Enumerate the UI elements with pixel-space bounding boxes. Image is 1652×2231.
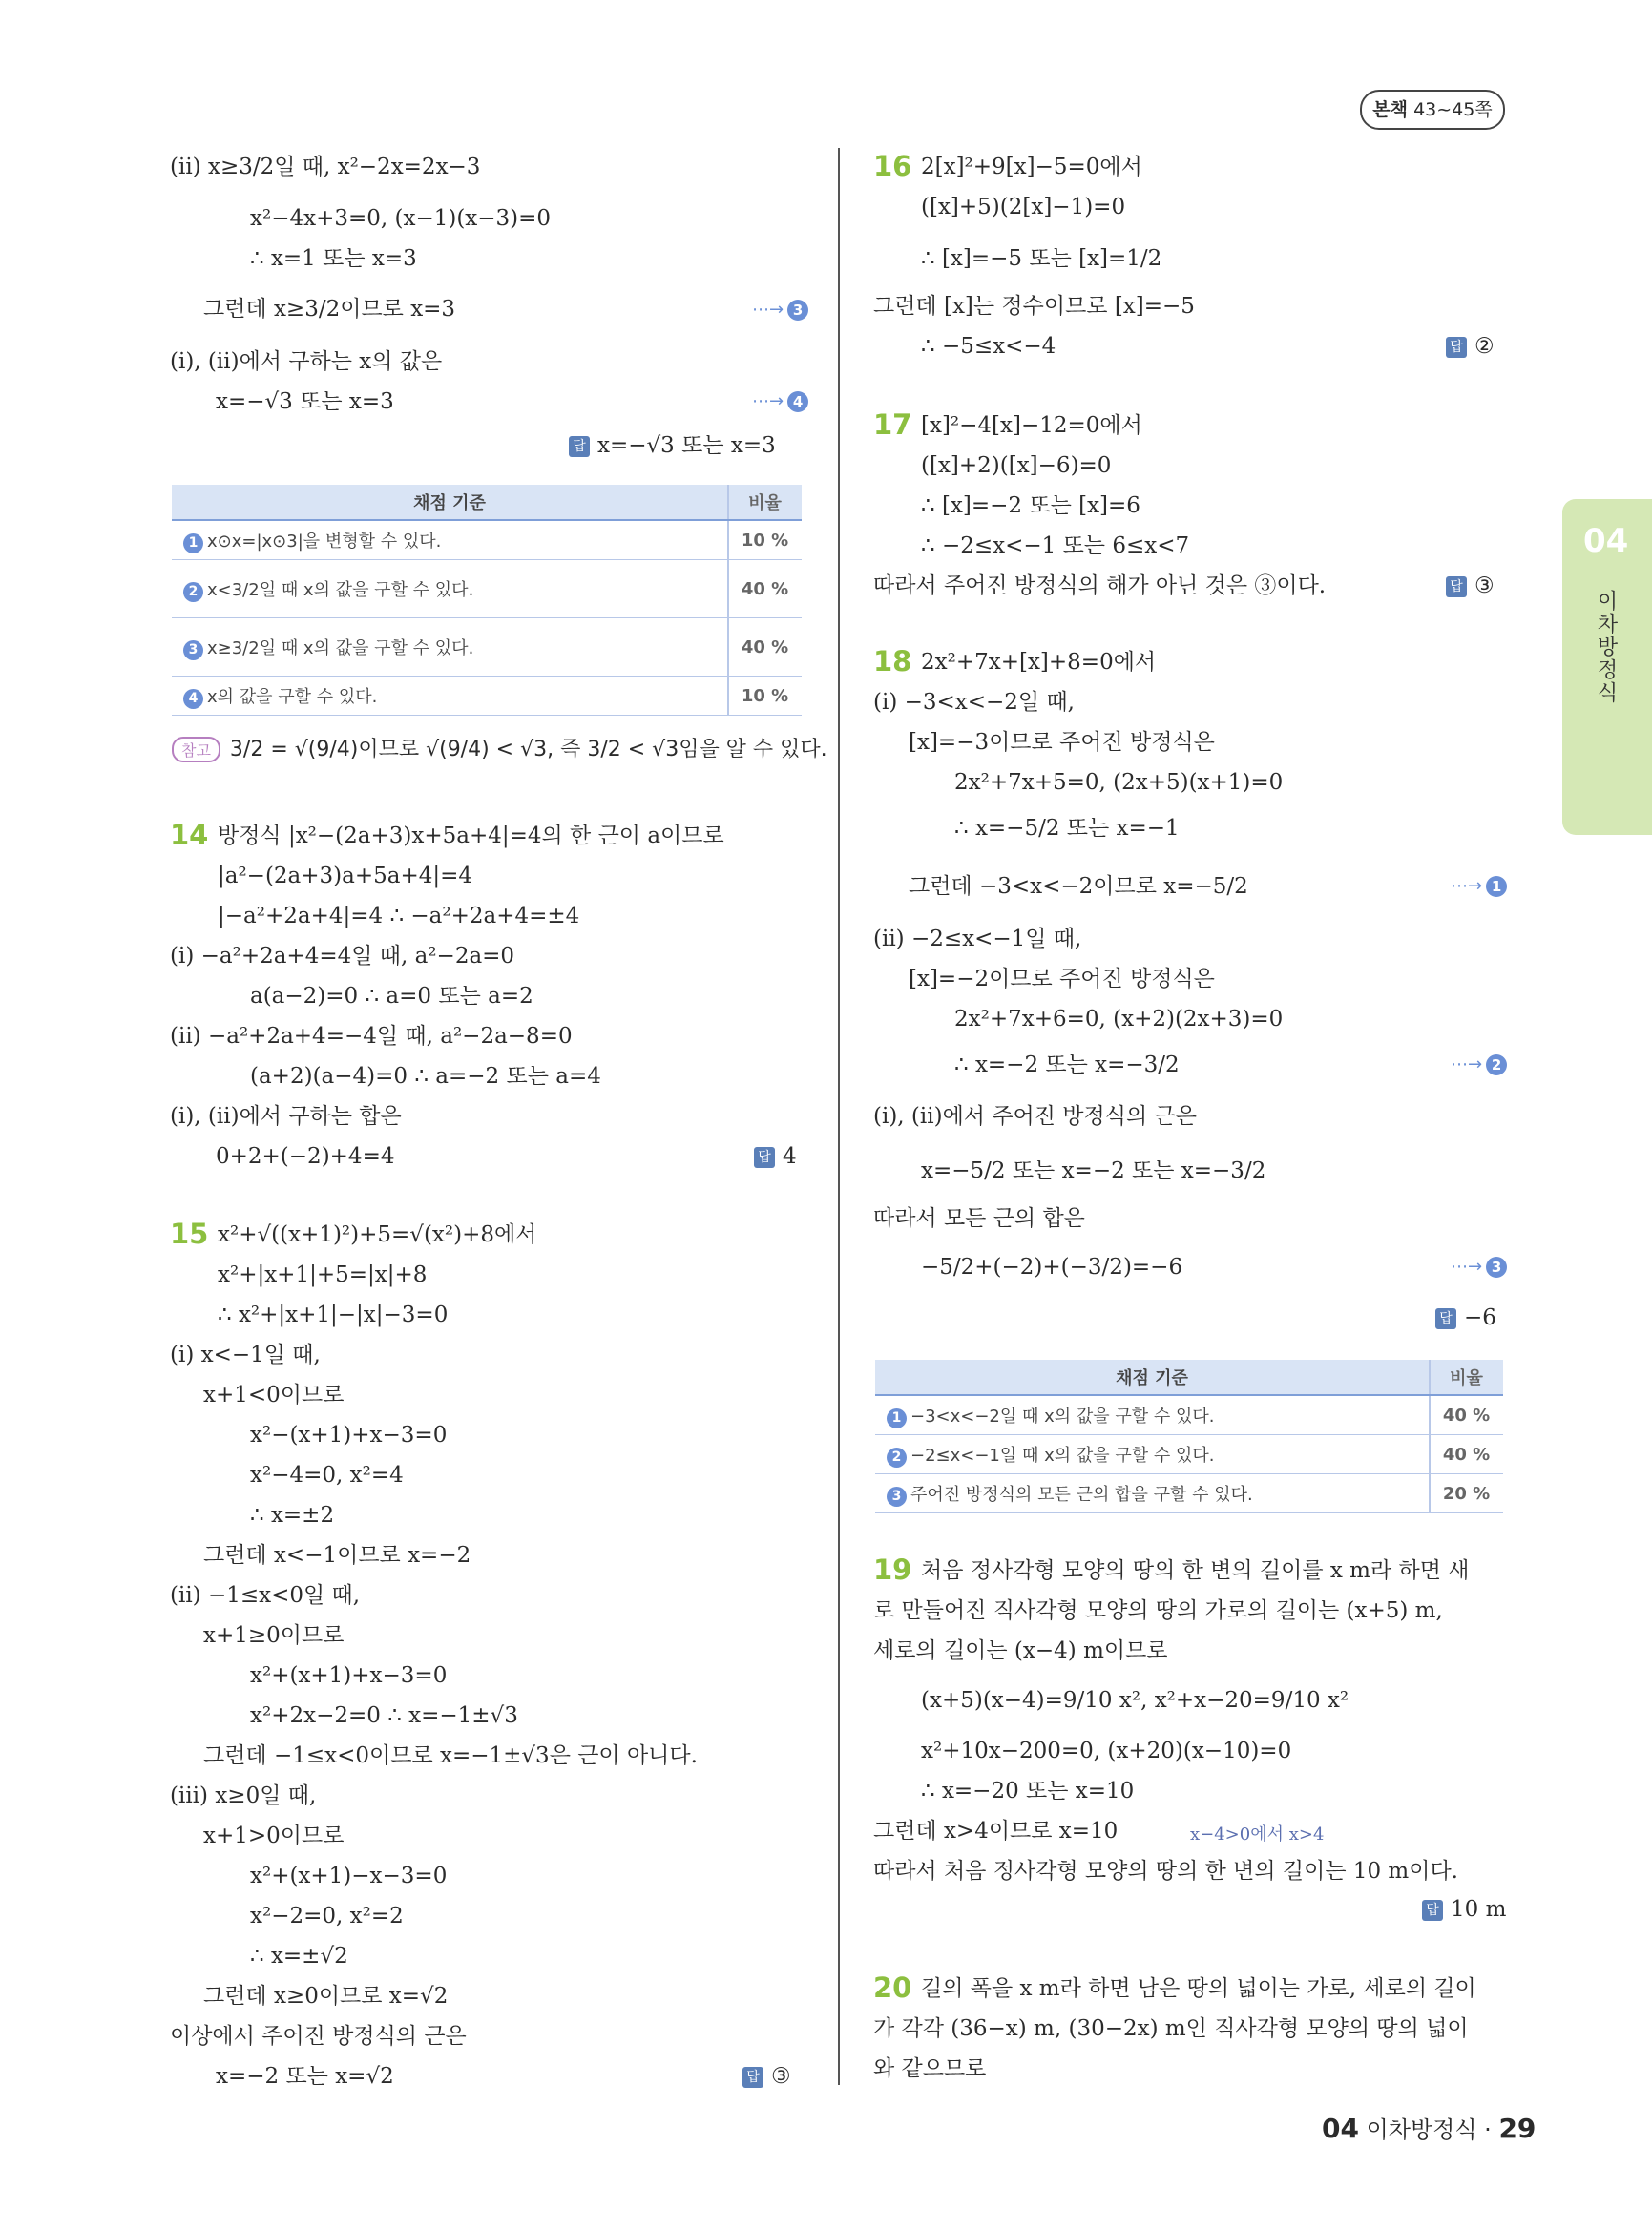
text-line: x+1>0이므로 xyxy=(203,1824,345,1848)
footer-title: 이차방정식 xyxy=(1366,2116,1477,2143)
table-header-criteria: 채점 기준 xyxy=(875,1360,1430,1395)
text-line: −5/2+(−2)+(−3/2)=−6 xyxy=(921,1255,1183,1280)
text-line: a(a−2)=0 ∴ a=0 또는 a=2 xyxy=(250,984,533,1009)
text-line: (ⅰ) x<−1일 때, xyxy=(170,1343,321,1367)
table-header-ratio: 비율 xyxy=(728,485,802,520)
text-line: (ⅰ), (ⅱ)에서 주어진 방정식의 근은 xyxy=(873,1104,1197,1129)
text-line: 2x²+7x+6=0, (x+2)(2x+3)=0 xyxy=(954,1007,1284,1032)
text-line: 그런데 x>4이므로 x=10 xyxy=(873,1819,1119,1844)
scoring-table-13 xyxy=(172,485,802,716)
step-marker: ⋯→ 4 xyxy=(752,391,808,412)
text-line: x²+√((x+1)²)+5=√(x²)+8에서 xyxy=(218,1222,537,1247)
text-line: (a+2)(a−4)=0 ∴ a=−2 또는 a=4 xyxy=(250,1064,601,1089)
text-line: x²+2x−2=0 ∴ x=−1±√3 xyxy=(250,1703,518,1728)
text-line: 2x²+7x+5=0, (2x+5)(x+1)=0 xyxy=(954,770,1284,795)
text-line: x=−√3 또는 x=3 xyxy=(216,389,394,414)
text-line: x=−2 또는 x=√2 xyxy=(216,2064,394,2089)
text-line: (ⅰ), (ⅱ)에서 구하는 합은 xyxy=(170,1104,402,1129)
text-line: ∴ x=1 또는 x=3 xyxy=(250,246,417,271)
text-line: 그런데 x≥0이므로 x=√2 xyxy=(203,1984,449,2009)
text-line: ∴ x=±2 xyxy=(250,1503,335,1528)
step-marker: ⋯→ 3 xyxy=(1451,1257,1507,1278)
text-line: (ⅰ), (ⅱ)에서 구하는 x의 값은 xyxy=(170,349,443,374)
column-divider xyxy=(838,148,840,2085)
table-row: 2 x<3/2일 때 x의 값을 구할 수 있다. 40 % xyxy=(172,560,802,618)
text-line: ∴ x=−20 또는 x=10 xyxy=(921,1779,1135,1804)
problem-number: 16 xyxy=(873,150,912,182)
answer-14: 답 4 xyxy=(754,1144,797,1169)
badge-pages: 43~45쪽 xyxy=(1413,99,1493,120)
step-marker: ⋯→ 1 xyxy=(1451,876,1507,897)
side-tab-chapter-number: 04 xyxy=(1583,522,1629,560)
text-line: x²−4x+3=0, (x−1)(x−3)=0 xyxy=(250,206,552,231)
text-line: (ⅰ) −3<x<−2일 때, xyxy=(873,690,1075,715)
text-line: x²+(x+1)+x−3=0 xyxy=(250,1663,448,1688)
text-line: |−a²+2a+4|=4 ∴ −a²+2a+4=±4 xyxy=(218,904,580,928)
text-line: ∴ [x]=−2 또는 [x]=6 xyxy=(921,493,1140,518)
text-line: ∴ x=±√2 xyxy=(250,1944,348,1969)
text-line: x²−2=0, x²=2 xyxy=(250,1904,404,1929)
text-line: [x]=−2이므로 주어진 방정식은 xyxy=(909,967,1215,991)
problem-number: 17 xyxy=(873,408,912,441)
text-line: (ⅰ) −a²+2a+4=4일 때, a²−2a=0 xyxy=(170,944,515,969)
answer-icon: 답 xyxy=(569,436,590,457)
page-number: 29 xyxy=(1498,2113,1537,2144)
answer-icon: 답 xyxy=(1446,337,1467,358)
text-line: x²+(x+1)−x−3=0 xyxy=(250,1864,448,1888)
text-line: (ⅲ) x≥0일 때, xyxy=(170,1783,317,1808)
footer-separator: · xyxy=(1484,2116,1492,2143)
page-footer xyxy=(1322,2111,1536,2144)
text-line: 따라서 모든 근의 합은 xyxy=(873,1206,1085,1231)
text-line: 방정식 |x²−(2a+3)x+5a+4|=4의 한 근이 a이므로 xyxy=(218,824,724,848)
text-line: x²−(x+1)+x−3=0 xyxy=(250,1423,448,1448)
side-tab-chapter-title: 이차방정식 xyxy=(1594,590,1618,704)
answer-15: 답 ③ xyxy=(742,2064,791,2089)
answer-icon: 답 xyxy=(1435,1308,1456,1329)
table-row: 3 주어진 방정식의 모든 근의 합을 구할 수 있다. 20 % xyxy=(875,1474,1503,1513)
text-line: ∴ x²+|x+1|−|x|−3=0 xyxy=(218,1303,449,1327)
table-header-ratio: 비율 xyxy=(1430,1360,1503,1395)
scoring-table-18 xyxy=(875,1360,1503,1513)
footer-chapter: 04 xyxy=(1322,2113,1359,2144)
text-line: 0+2+(−2)+4=4 xyxy=(216,1144,395,1169)
answer-13: 답 x=−√3 또는 x=3 xyxy=(569,427,776,459)
text-line: x+1≥0이므로 xyxy=(203,1623,345,1648)
text-line: (ⅱ) x≥3/2일 때, x²−2x=2x−3 xyxy=(170,155,481,179)
text-line: 이상에서 주어진 방정식의 근은 xyxy=(170,2024,467,2049)
badge-label: 본책 xyxy=(1372,99,1409,120)
text-line: 그런데 −1≤x<0이므로 x=−1±√3은 근이 아니다. xyxy=(203,1743,698,1768)
text-line: (ⅱ) −1≤x<0일 때, xyxy=(170,1583,361,1608)
table-row: 4 x의 값을 구할 수 있다. 10 % xyxy=(172,677,802,716)
text-line: 2[x]²+9[x]−5=0에서 xyxy=(921,155,1142,179)
table-row: 3 x≥3/2일 때 x의 값을 구할 수 있다. 40 % xyxy=(172,618,802,677)
text-line: [x]²−4[x]−12=0에서 xyxy=(921,413,1142,438)
step-marker: ⋯→ 3 xyxy=(752,300,808,321)
text-line: 로 만들어진 직사각형 모양의 땅의 가로의 길이는 (x+5) m, xyxy=(873,1598,1443,1623)
answer-16: 답 ② xyxy=(1446,334,1495,359)
text-line: ([x]+2)([x]−6)=0 xyxy=(921,453,1112,478)
text-line: 와 같으므로 xyxy=(873,2056,987,2081)
text-line: x²−4=0, x²=4 xyxy=(250,1463,404,1488)
text-line: 처음 정사각형 모양의 땅의 한 변의 길이를 x m라 하면 새 xyxy=(921,1558,1470,1583)
table-row: 2 −2≤x<−1일 때 x의 값을 구할 수 있다. 40 % xyxy=(875,1435,1503,1474)
text-line: ∴ [x]=−5 또는 [x]=1/2 xyxy=(921,246,1162,271)
problem-number: 15 xyxy=(170,1218,209,1250)
text-line: 그런데 x≥3/2이므로 x=3 xyxy=(203,297,456,322)
text-line: 그런데 x<−1이므로 x=−2 xyxy=(203,1543,471,1568)
text-line: 길의 폭을 x m라 하면 남은 땅의 넓이는 가로, 세로의 길이 xyxy=(921,1976,1476,2001)
text-line: 세로의 길이는 (x−4) m이므로 xyxy=(873,1638,1168,1663)
answer-17: 답 ③ xyxy=(1446,573,1495,598)
text-line: ∴ x=−2 또는 x=−3/2 xyxy=(954,1053,1180,1077)
text-line: 따라서 주어진 방정식의 해가 아닌 것은 ③이다. xyxy=(873,573,1327,598)
reference-note: 참고 3/2 = √(9/4)이므로 √(9/4) < √3, 즉 3/2 < √3임을 알 수 있다. xyxy=(172,733,827,762)
answer-icon: 답 xyxy=(742,2067,763,2088)
problem-number: 20 xyxy=(873,1971,912,2004)
text-line: ∴ x=−5/2 또는 x=−1 xyxy=(954,816,1180,841)
text-line: [x]=−3이므로 주어진 방정식은 xyxy=(909,730,1215,755)
problem-number: 19 xyxy=(873,1553,912,1586)
text-line: ∴ −2≤x<−1 또는 6≤x<7 xyxy=(921,533,1190,558)
text-line: |a²−(2a+3)a+5a+4|=4 xyxy=(218,864,473,888)
problem-number: 14 xyxy=(170,819,209,851)
table-row: 1 x⊙x=|x⊙3|을 변형할 수 있다. 10 % xyxy=(172,520,802,560)
text-line: (ⅱ) −2≤x<−1일 때, xyxy=(873,927,1082,951)
answer-18: 답 −6 xyxy=(1435,1305,1496,1330)
text-line: (x+5)(x−4)=9/10 x², x²+x−20=9/10 x² xyxy=(921,1688,1349,1713)
text-line: 그런데 [x]는 정수이므로 [x]=−5 xyxy=(873,294,1195,319)
text-line: x+1<0이므로 xyxy=(203,1383,345,1407)
page-reference-badge xyxy=(1360,90,1505,130)
note-tag: 참고 xyxy=(172,737,220,762)
text-line: 2x²+7x+[x]+8=0에서 xyxy=(921,650,1157,675)
text-line: x²+|x+1|+5=|x|+8 xyxy=(218,1262,428,1287)
text-line: ([x]+5)(2[x]−1)=0 xyxy=(921,195,1126,219)
text-line: 그런데 −3<x<−2이므로 x=−5/2 xyxy=(909,874,1248,899)
table-header-criteria: 채점 기준 xyxy=(172,485,728,520)
answer-icon: 답 xyxy=(1422,1900,1443,1921)
problem-number: 18 xyxy=(873,645,912,678)
step-marker: ⋯→ 2 xyxy=(1451,1054,1507,1075)
text-line: 따라서 처음 정사각형 모양의 땅의 한 변의 길이는 10 m이다. xyxy=(873,1859,1458,1884)
hint-annotation: x−4>0에서 x>4 xyxy=(1190,1824,1325,1845)
text-line: 가 각각 (36−x) m, (30−2x) m인 직사각형 모양의 땅의 넓이 xyxy=(873,2016,1469,2041)
answer-icon: 답 xyxy=(754,1147,775,1168)
table-row: 1 −3<x<−2일 때 x의 값을 구할 수 있다. 40 % xyxy=(875,1395,1503,1435)
answer-icon: 답 xyxy=(1446,576,1467,597)
text-line: ∴ −5≤x<−4 xyxy=(921,334,1056,359)
text-line: (ⅱ) −a²+2a+4=−4일 때, a²−2a−8=0 xyxy=(170,1024,573,1049)
answer-19: 답 10 m xyxy=(1422,1897,1506,1922)
chapter-side-tab xyxy=(1562,499,1652,835)
text-line: x=−5/2 또는 x=−2 또는 x=−3/2 xyxy=(921,1158,1266,1183)
text-line: x²+10x−200=0, (x+20)(x−10)=0 xyxy=(921,1739,1292,1763)
